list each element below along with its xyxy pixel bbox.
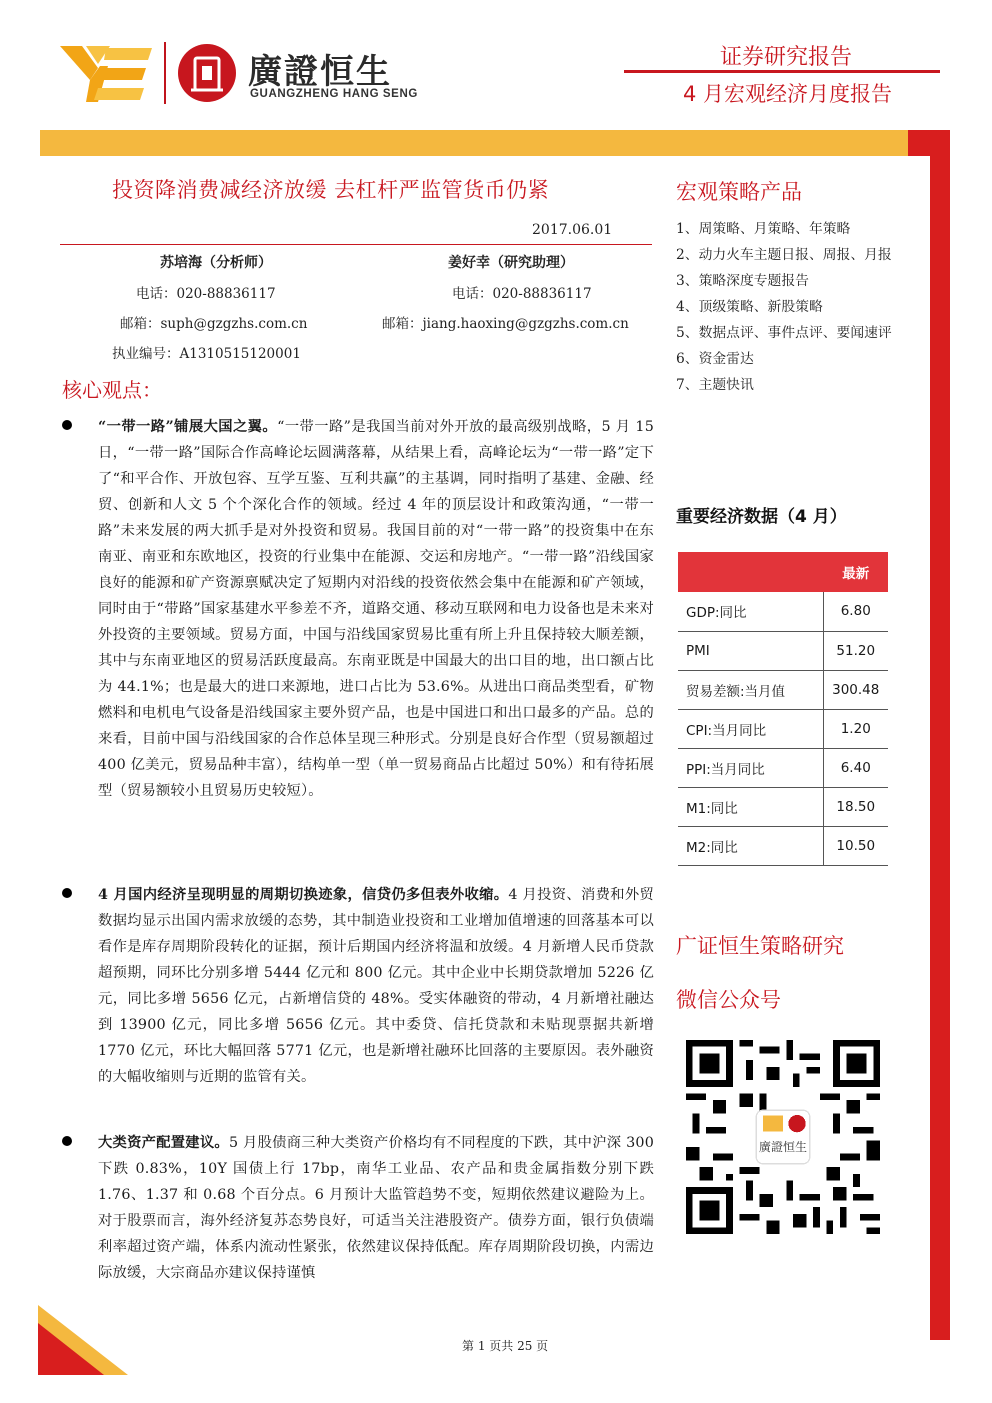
table-header-blank bbox=[678, 552, 823, 592]
header-rule bbox=[624, 70, 940, 73]
row-label: CPI:当月同比 bbox=[678, 709, 823, 748]
bullet-dot-icon bbox=[62, 1136, 72, 1146]
list-item: 5、数据点评、事件点评、要闻速评 bbox=[676, 325, 892, 341]
bullet-dot-icon bbox=[62, 888, 72, 898]
bullet-text: “一带一路”铺展大国之翼。“一带一路”是我国当前对外开放的最高级别战略，5 月 15 日，“一带一路”国际合作高峰论坛圆满落幕，从结果上看，高峰论坛为“一带一路”定下了“和平合作、开放包容、互学互鉴、互利共赢”的主基调，同时指明了基建、金融、经贸、创新和人文 5 个个深化合作的领域。经过 4 年的顶层设计和政策沟通，“一带一路”未来发展的两大抓手是对外投资和贸易。我国目前的对“一带一路”的投资集中在东南亚、南亚和东欧地区，投资的行业集中在能源、交运和房地产。“一带一路”沿线国家良好的能源和矿产资源禀赋决定了短期内对沿线的投资依然会集中在能源和矿产领域，同时由于“带路”国家基建水平参差不齐，道路交通、移动互联网和电力设备也是未来对外投资的主要领域。贸易方面，中国与沿线国家贸易比重有所上升且保持较大顺差额，其中与东南亚地区的贸易活跃度最高。东南亚既是中国最大的出口目的地，出口额占比为 44.1%；也是最大的进口来源地，进口占比为 53.6%。从进出口商品类型看，矿物燃料和电机电气设备是沿线国家主要外贸产品，也是中国进口和出口最多的产品。总的来看，目前中国与沿线国家的合作总体呈现三种形式。分别是良好合作型（贸易额超过 400 亿美元，贸易品种丰富），结构单一型（单一贸易商品占比超过 50%）和有待拓展型（贸易额较小且贸易历史较短）。 bbox=[98, 419, 655, 799]
right-side-bar bbox=[930, 130, 950, 1340]
author-1-phone: 电话：020-88836117 bbox=[136, 286, 276, 302]
bullet-text: 4 月国内经济呈现明显的周期切换迹象，信贷仍多但表外收缩。4 月投资、消费和外贸数据均显示出国内需求放缓的态势，其中制造业投资和工业增加值增速的回落基本可以看作是库存周期阶段转化的证据，预计后期国内经济将温和放缓。4 月新增人民币贷款超预期，同环比分别多增 5444 亿元和 800 亿元。其中企业中长期贷款增加 5226 亿元，同比多增 5656 亿元，占新增信贷的 48%。受实体融资的带动，4 月新增社融达到 13900 亿元，同比多增 5656 亿元。其中委贷、信托贷款和未贴现票据共新增 1770 亿元，环比大幅回落 5771 亿元，也是新增社融环比回落的主要原因。表外融资的大幅收缩则与近期的监管有关。 bbox=[98, 887, 654, 1085]
bullet-dot-icon bbox=[62, 420, 72, 430]
author-1-email[interactable]: 邮箱：suph@gzgzhs.com.cn bbox=[120, 316, 308, 332]
corner-decoration bbox=[38, 1305, 128, 1375]
row-label: M2:同比 bbox=[678, 826, 823, 865]
wechat-qr-code-icon[interactable] bbox=[686, 1040, 880, 1234]
row-value: 51.20 bbox=[823, 631, 888, 670]
company-logo bbox=[60, 42, 430, 108]
qr-center-logo-text: 廣證恒生 bbox=[758, 1140, 808, 1155]
bullet-domestic-economy bbox=[62, 882, 654, 1090]
row-label: PPI:当月同比 bbox=[678, 748, 823, 787]
ye-logo-icon bbox=[60, 46, 154, 102]
table-header-latest: 最新 bbox=[823, 552, 888, 592]
row-value: 6.80 bbox=[823, 592, 888, 631]
row-label: GDP:同比 bbox=[678, 592, 823, 631]
table-row bbox=[678, 826, 888, 865]
row-label: PMI bbox=[678, 631, 823, 670]
table-row bbox=[678, 670, 888, 709]
products-heading: 宏观策略产品 bbox=[676, 180, 802, 204]
seal-icon bbox=[178, 44, 236, 102]
row-value: 18.50 bbox=[823, 787, 888, 826]
table-row bbox=[678, 592, 888, 631]
row-value: 10.50 bbox=[823, 826, 888, 865]
logo-divider bbox=[164, 42, 166, 104]
bullet-text: 大类资产配置建议。5 月股债商三种大类资产价格均有不同程度的下跌，其中沪深 300 下跌 0.83%，10Y 国债上行 17bp，南华工业品、农产品和贵金属指数分别下跌 1.76、1.37 和 0.68 个百分点。6 月预计大监管趋势不变，短期依然建议避险为上。对于股票而言，海外经济复苏态势良好，可适当关注港股资产。债券方面，银行负债端利率超过资产端，体系内流动性紧张，依然建议保持低配。库存周期阶段切换，内需边际放缓，大宗商品亦建议保持谨慎 bbox=[98, 1135, 654, 1281]
logo-chinese-name: 廣證恒生 bbox=[248, 52, 392, 92]
author-2-phone: 电话：020-88836117 bbox=[452, 286, 592, 302]
table-row bbox=[678, 709, 888, 748]
report-title: 4 月宏观经济月度报告 bbox=[682, 82, 892, 106]
author-1-name: 苏培海（分析师） bbox=[160, 255, 272, 271]
top-color-band bbox=[40, 130, 950, 156]
table-row bbox=[678, 748, 888, 787]
logo-english-name: GUANGZHENG HANG SENG bbox=[250, 88, 418, 100]
row-value: 6.40 bbox=[823, 748, 888, 787]
wechat-heading-line2: 微信公众号 bbox=[676, 988, 781, 1012]
table-header-row bbox=[678, 552, 888, 592]
report-date: 2017.06.01 bbox=[532, 222, 613, 238]
main-title: 投资降消费减经济放缓 去杠杆严监管货币仍紧 bbox=[112, 178, 550, 202]
author-1-cert: 执业编号：A1310515120001 bbox=[112, 346, 301, 362]
core-views-heading: 核心观点： bbox=[62, 378, 162, 402]
list-item: 7、主题快讯 bbox=[676, 377, 754, 393]
author-2-name: 姜好幸（研究助理） bbox=[448, 255, 574, 271]
row-label: M1:同比 bbox=[678, 787, 823, 826]
economic-data-table bbox=[678, 552, 888, 866]
row-label: 贸易差额:当月值 bbox=[678, 670, 823, 709]
list-item: 2、动力火车主题日报、周报、月报 bbox=[676, 247, 892, 263]
list-item: 6、资金雷达 bbox=[676, 351, 754, 367]
title-rule bbox=[60, 244, 652, 245]
row-value: 1.20 bbox=[823, 709, 888, 748]
author-2-email[interactable]: 邮箱：jiang.haoxing@gzgzhs.com.cn bbox=[382, 316, 629, 332]
wechat-heading-line1: 广证恒生策略研究 bbox=[676, 934, 844, 958]
table-row bbox=[678, 787, 888, 826]
report-type: 证券研究报告 bbox=[719, 45, 852, 70]
list-item: 3、策略深度专题报告 bbox=[676, 273, 809, 289]
economic-data-heading: 重要经济数据（4 月） bbox=[676, 507, 847, 527]
products-list bbox=[676, 216, 906, 398]
bullet-asset-allocation bbox=[62, 1130, 654, 1286]
list-item: 1、周策略、月策略、年策略 bbox=[676, 221, 851, 237]
list-item: 4、顶级策略、新股策略 bbox=[676, 299, 823, 315]
bullet-belt-road bbox=[62, 414, 654, 804]
table-row bbox=[678, 631, 888, 670]
page-number: 第 1 页共 25 页 bbox=[462, 1339, 549, 1353]
row-value: 300.48 bbox=[823, 670, 888, 709]
